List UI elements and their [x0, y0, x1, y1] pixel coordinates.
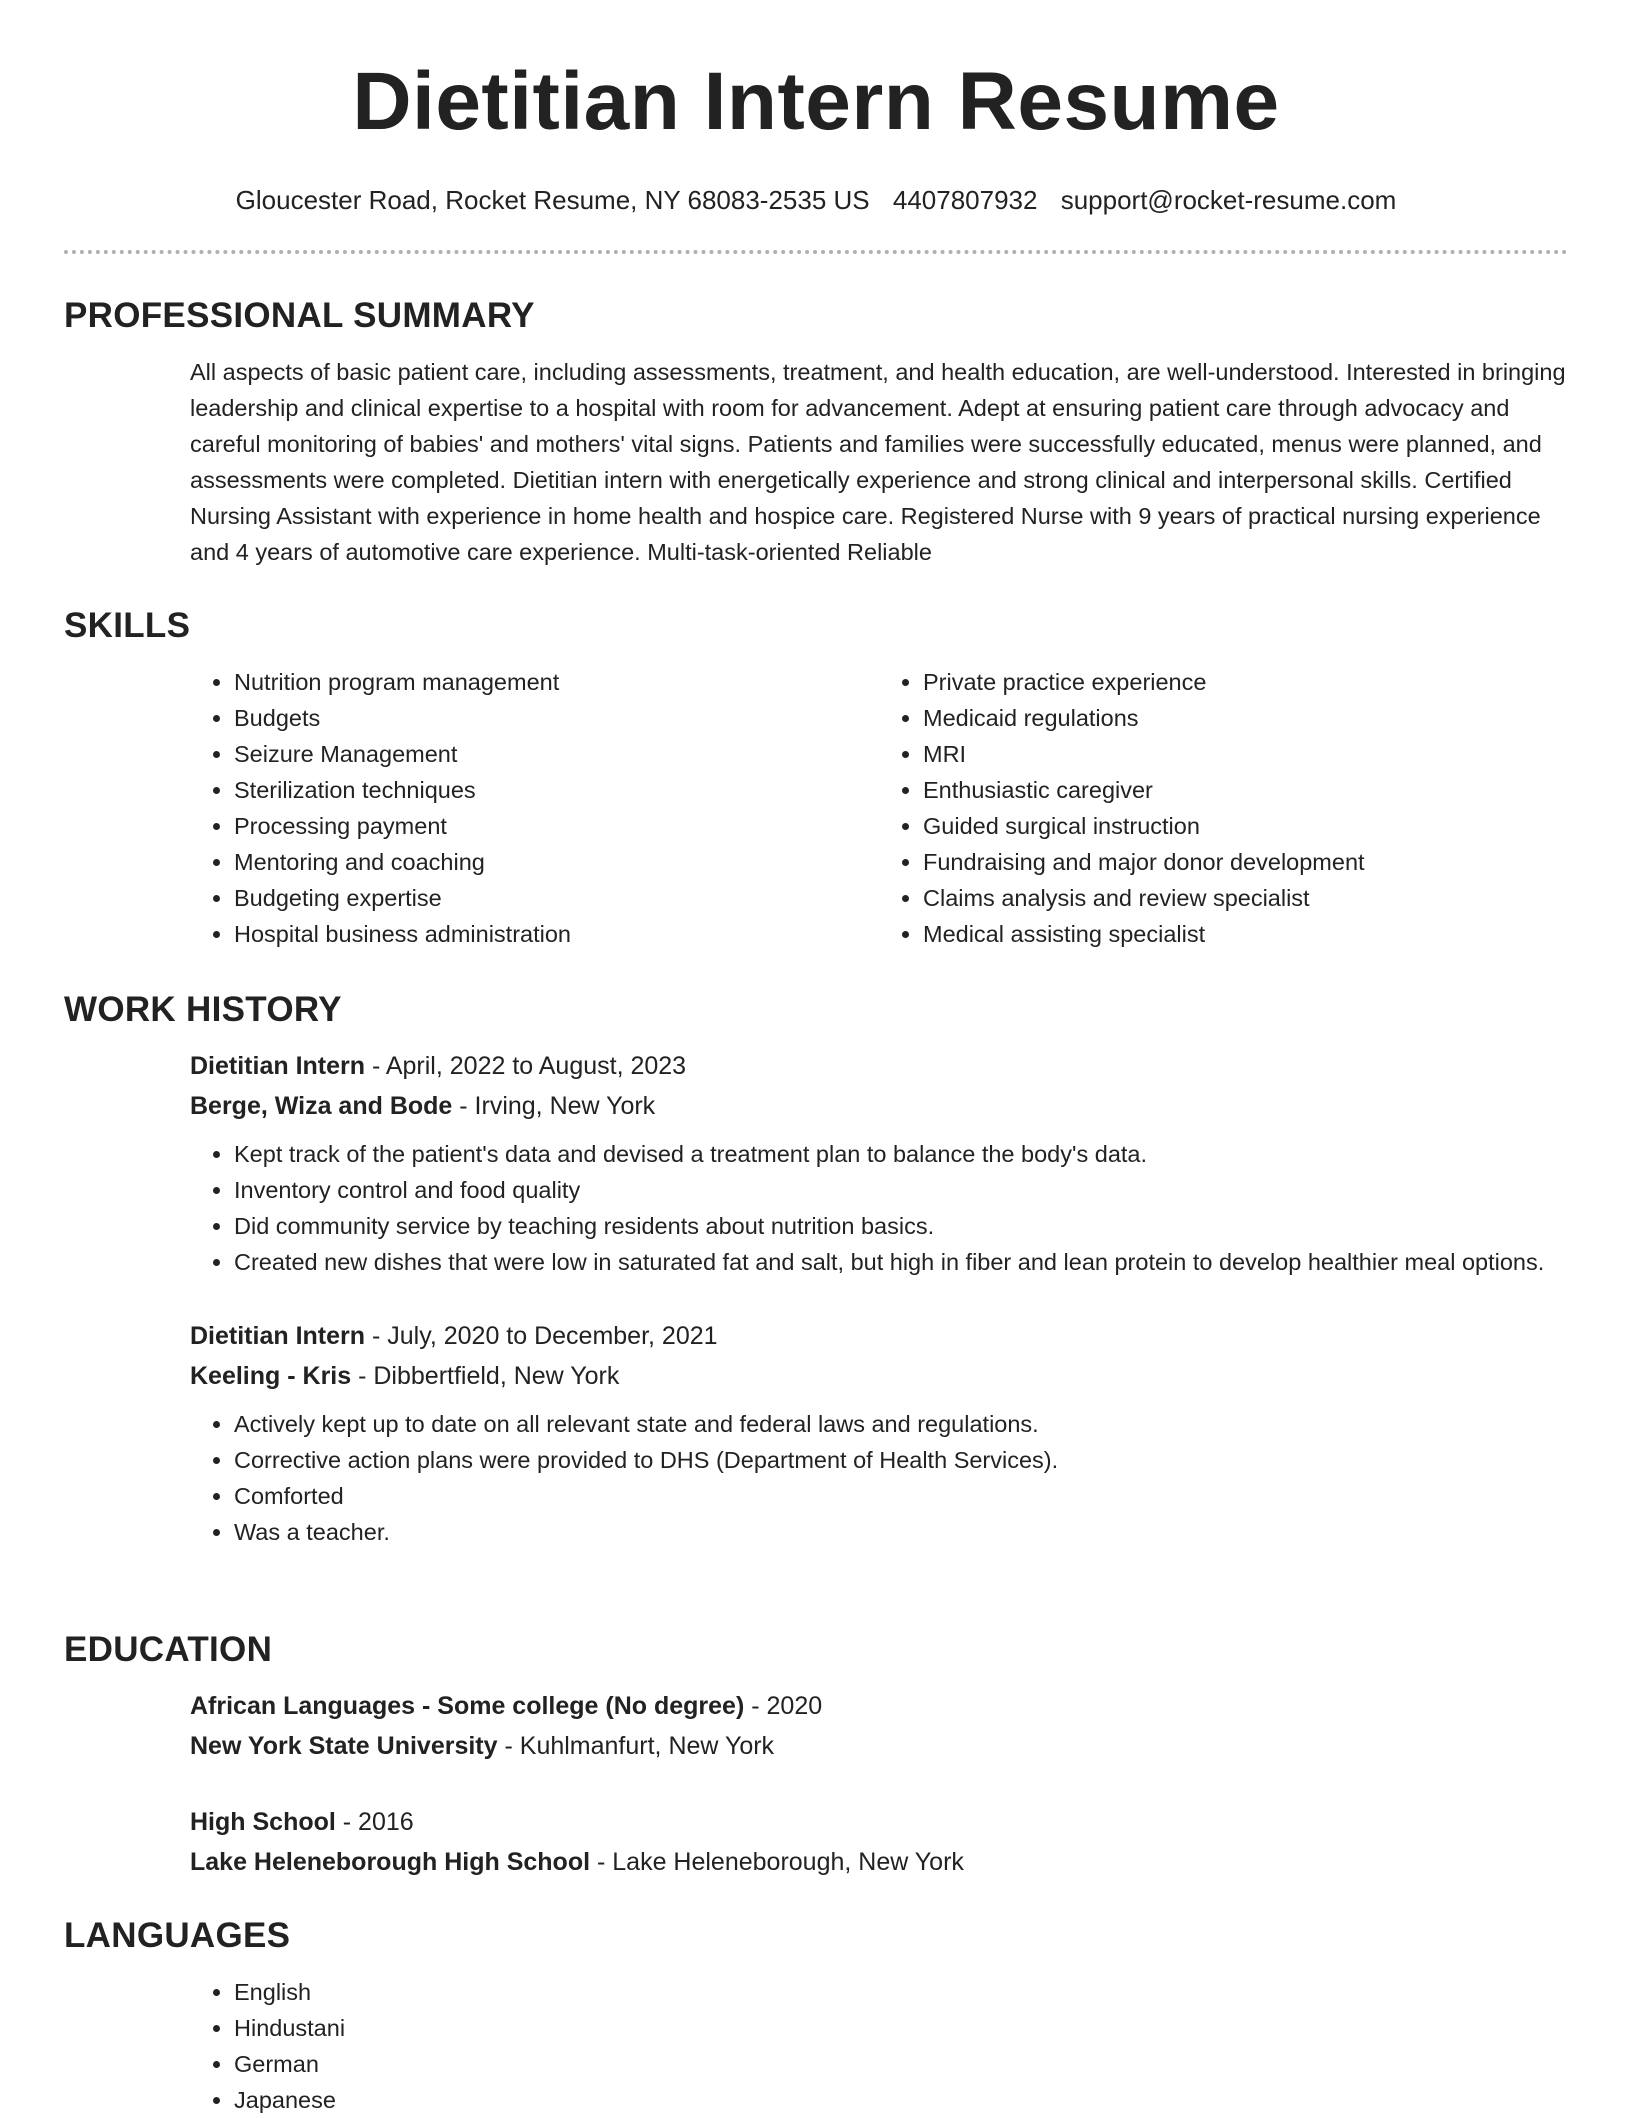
languages-heading: LANGUAGES [64, 1916, 291, 1955]
skills-heading: SKILLS [64, 606, 191, 645]
header-divider [64, 250, 1568, 254]
contact-line [0, 180, 1632, 220]
skill-item: • Seizure Management [234, 736, 879, 772]
summary-heading: PROFESSIONAL SUMMARY [64, 296, 535, 335]
education-entry [190, 1802, 1568, 1882]
job-company-line [190, 1086, 1568, 1126]
address: Gloucester Road, Rocket Resume, NY 68083-2535 US [235, 185, 870, 215]
education-degree-line [190, 1802, 1568, 1842]
job-bullets [190, 1136, 1568, 1280]
skill-item: • Budgets [234, 700, 879, 736]
skill-item: • Fundraising and major donor development [923, 844, 1568, 880]
education-location: - Kuhlmanfurt, New York [497, 1732, 775, 1760]
summary-section [64, 294, 1568, 570]
job-dates: - July, 2020 to December, 2021 [365, 1322, 718, 1350]
job-dates: - April, 2022 to August, 2023 [365, 1052, 687, 1080]
skill-item: • Private practice experience [923, 664, 1568, 700]
language-item: • German [234, 2046, 1568, 2082]
job-bullet: • Comforted [234, 1478, 1568, 1514]
job-role: Dietitian Intern [190, 1322, 366, 1350]
phone: 4407807932 [892, 185, 1038, 215]
education-year: - 2016 [335, 1808, 414, 1836]
education-degree: African Languages - Some college (No degree) [190, 1692, 745, 1720]
skill-item: • Budgeting expertise [234, 880, 879, 916]
skill-item: • Hospital business administration [234, 916, 879, 952]
job-company-line [190, 1356, 1568, 1396]
job-bullet: • Did community service by teaching residents about nutrition basics. [234, 1208, 1568, 1244]
skills-right-list [879, 664, 1568, 952]
skill-item: • Medicaid regulations [923, 700, 1568, 736]
resume-title: Dietitian Intern Resume [352, 56, 1280, 147]
skill-item: • Processing payment [234, 808, 879, 844]
skill-item: • Enthusiastic caregiver [923, 772, 1568, 808]
education-entry [190, 1686, 1568, 1766]
education-year: - 2020 [744, 1692, 823, 1720]
job-role: Dietitian Intern [190, 1052, 366, 1080]
skill-item: • Sterilization techniques [234, 772, 879, 808]
job-company: Berge, Wiza and Bode [190, 1092, 453, 1120]
job-bullet: • Inventory control and food quality [234, 1172, 1568, 1208]
skills-left-list [190, 664, 879, 952]
skill-item: • MRI [923, 736, 1568, 772]
education-school: Lake Heleneborough High School [190, 1848, 591, 1876]
job-bullets [190, 1406, 1568, 1550]
job-bullet: • Was a teacher. [234, 1514, 1568, 1550]
job-entry [190, 1316, 1568, 1550]
skill-item: • Guided surgical instruction [923, 808, 1568, 844]
job-location: - Dibbertfield, New York [351, 1362, 620, 1390]
job-title-line [190, 1316, 1568, 1356]
education-degree-line [190, 1686, 1568, 1726]
job-bullet: • Actively kept up to date on all relevant state and federal laws and regulations. [234, 1406, 1568, 1442]
skills-section [64, 604, 1568, 952]
language-item: • English [234, 1974, 1568, 2010]
education-school-line [190, 1842, 1568, 1882]
language-item: • Japanese [234, 2082, 1568, 2118]
languages-list [190, 1974, 1568, 2118]
education-section [64, 1628, 1568, 1882]
summary-text: All aspects of basic patient care, including assessments, treatment, and health education, are well-understood. Interested in bringing leadership and clinical expertise to a hospital with room for advancement. Adept at ensuring patient care through advocacy and careful monitoring of babies' and mothers' vital signs. Patients and families were successfully educated, menus were planned, and assessments were completed. Dietitian intern with energetically experience and strong clinical and interpersonal skills. Certified Nursing Assistant with experience in home health and hospice care. Registered Nurse with 9 years of practical nursing experience and 4 years of automotive care experience. Multi-task-oriented Reliable [190, 359, 1566, 565]
education-degree: High School [190, 1808, 336, 1836]
languages-section [64, 1914, 1568, 2118]
education-location: - Lake Heleneborough, New York [590, 1848, 964, 1876]
job-entry [190, 1046, 1568, 1280]
job-bullet: • Corrective action plans were provided to DHS (Department of Health Services). [234, 1442, 1568, 1478]
job-bullet: • Created new dishes that were low in saturated fat and salt, but high in fiber and lean protein to develop healthier meal options. [234, 1244, 1568, 1280]
skill-item: • Mentoring and coaching [234, 844, 879, 880]
education-heading: EDUCATION [64, 1630, 273, 1669]
job-company: Keeling - Kris [190, 1362, 352, 1390]
job-location: - Irving, New York [452, 1092, 656, 1120]
language-item: • Hindustani [234, 2010, 1568, 2046]
education-school-line [190, 1726, 1568, 1766]
work-heading: WORK HISTORY [64, 990, 342, 1029]
education-school: New York State University [190, 1732, 498, 1760]
skills-grid [190, 664, 1568, 952]
job-bullet: • Kept track of the patient's data and devised a treatment plan to balance the body's data. [234, 1136, 1568, 1172]
skill-item: • Nutrition program management [234, 664, 879, 700]
skill-item: • Claims analysis and review specialist [923, 880, 1568, 916]
email: support@rocket-resume.com [1060, 185, 1397, 215]
work-section [64, 988, 1568, 1550]
skill-item: • Medical assisting specialist [923, 916, 1568, 952]
job-title-line [190, 1046, 1568, 1086]
